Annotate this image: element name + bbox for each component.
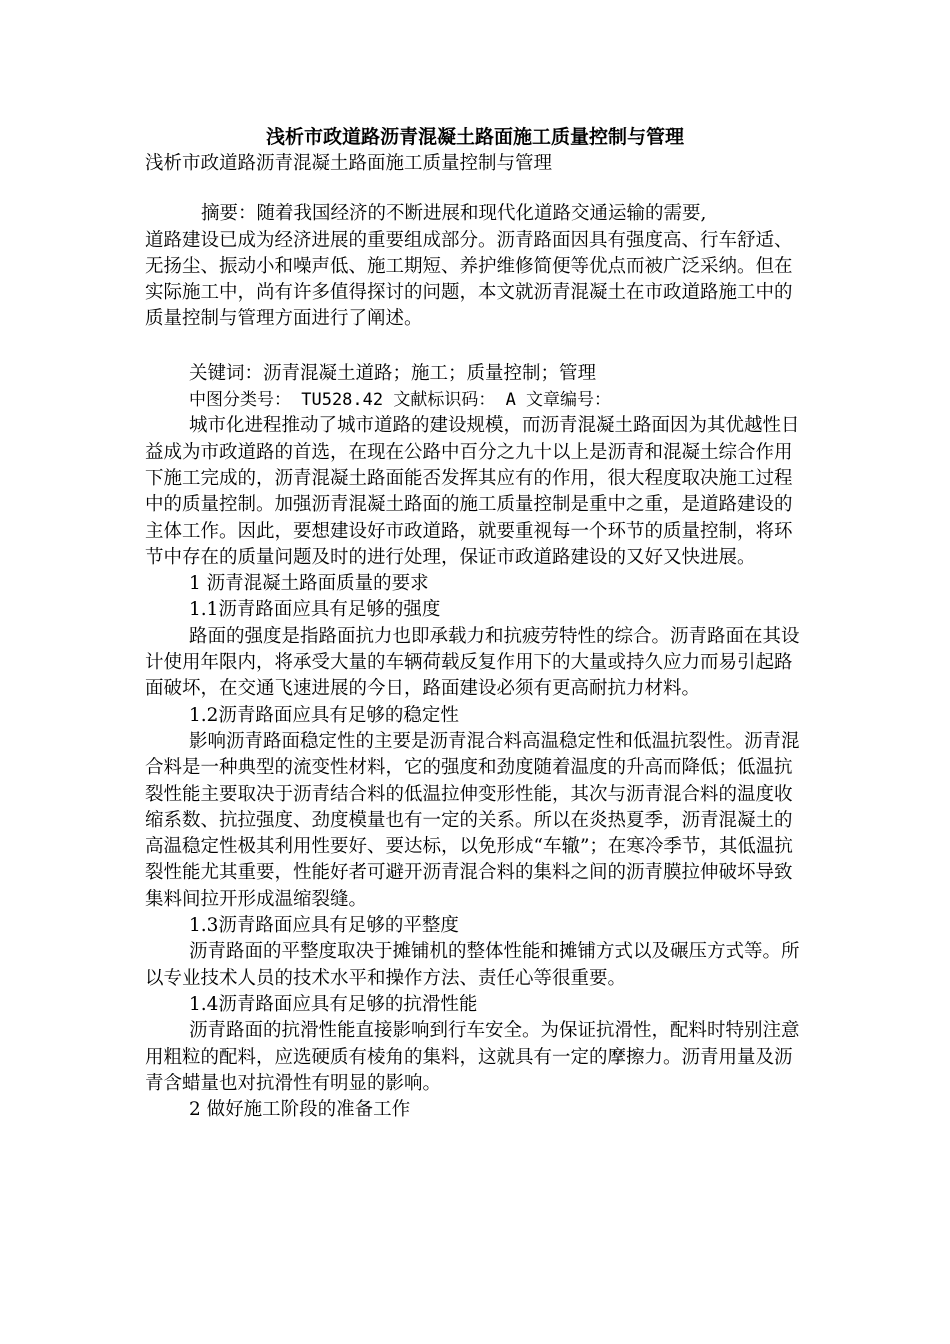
section-1-heading: 1 沥青混凝土路面质量的要求 bbox=[189, 573, 429, 595]
section-1-1-paragraph: 路面的强度是指路面抗力也即承载力和抗疲劳特性的综合。沥青路面在其设计使用年限内，将承受大量的车辆荷载反复作用下的大量或持久应力而易引起路面破坏，在交通飞速进展的今日，路面建设必须有更高耐抗力材料。 bbox=[145, 625, 800, 700]
classification-line: 中图分类号： TU528.42 文献标识码： A 文章编号： bbox=[189, 390, 612, 411]
section-1-2-heading: 1.2沥青路面应具有足够的稳定性 bbox=[189, 704, 459, 726]
abstract-first-line: 摘要：随着我国经济的不断进展和现代化道路交通运输的需要, bbox=[201, 203, 707, 225]
spacer bbox=[145, 333, 805, 361]
section-1-4-heading: 1.4沥青路面应具有足够的抗滑性能 bbox=[189, 993, 478, 1015]
spacer bbox=[145, 177, 805, 201]
section-1-1-heading: 1.1沥青路面应具有足够的强度 bbox=[189, 599, 441, 621]
section-1-4-paragraph: 沥青路面的抗滑性能直接影响到行车安全。为保证抗滑性，配料时特别注意用粗粒的配料，应选硬质有棱角的集料，这就具有一定的摩擦力。沥青用量及沥青含蜡量也对抗滑性有明显的影响。 bbox=[145, 1020, 800, 1094]
keywords-line: 关键词：沥青混凝土道路；施工；质量控制；管理 bbox=[189, 362, 597, 384]
document-title: 浅析市政道路沥青混凝土路面施工质量控制与管理 bbox=[265, 126, 684, 148]
section-1-3-heading: 1.3沥青路面应具有足够的平整度 bbox=[189, 915, 459, 937]
document-body bbox=[145, 151, 805, 1123]
document-subtitle: 浅析市政道路沥青混凝土路面施工质量控制与管理 bbox=[145, 153, 553, 174]
abstract-paragraph: 道路建设已成为经济进展的重要组成部分。沥青路面因具有强度高、行车舒适、无扬尘、振动小和噪声低、施工期短、养护维修简便等优点而被广泛采纳。但在实际施工中，尚有许多值得探讨的问题，本文就沥青混凝土在市政道路施工中的质量控制与管理方面进行了阐述。 bbox=[145, 229, 793, 330]
section-1-3-paragraph: 沥青路面的平整度取决于摊铺机的整体性能和摊铺方式以及碾压方式等。所以专业技术人员的技术水平和操作方法、责任心等很重要。 bbox=[145, 941, 800, 989]
section-1-2-paragraph: 影响沥青路面稳定性的主要是沥青混合料高温稳定性和低温抗裂性。沥青混合料是一种典型的流变性材料，它的强度和劲度随着温度的升高而降低；低温抗裂性能主要取决于沥青结合料的低温拉伸变形性能，其次与沥青混合料的温度收缩系数、抗拉强度、劲度模量也有一定的关系。所以在炎热夏季，沥青混凝土的高温稳定性极其利用性要好、要达标，以免形成“车辙”；在寒冷季节，其低温抗裂性能尤其重要，性能好者可避开沥青混合料的集料之间的沥青膜拉伸破坏导致集料间拉开形成温缩裂缝。 bbox=[145, 730, 800, 910]
intro-paragraph: 城市化进程推动了城市道路的建设规模，而沥青混凝土路面因为其优越性日益成为市政道路的首选，在现在公路中百分之九十以上是沥青和混凝土综合作用下施工完成的，沥青混凝土路面能否发挥其应有的作用，很大程度取决施工过程中的质量控制。加强沥青混凝土路面的施工质量控制是重中之重，是道路建设的主体工作。因此，要想建设好市政道路，就要重视每一个环节的质量控制，将环节中存在的质量问题及时的进行处理，保证市政道路建设的又好又快进展。 bbox=[145, 415, 800, 568]
section-2-heading: 2 做好施工阶段的准备工作 bbox=[189, 1099, 411, 1121]
